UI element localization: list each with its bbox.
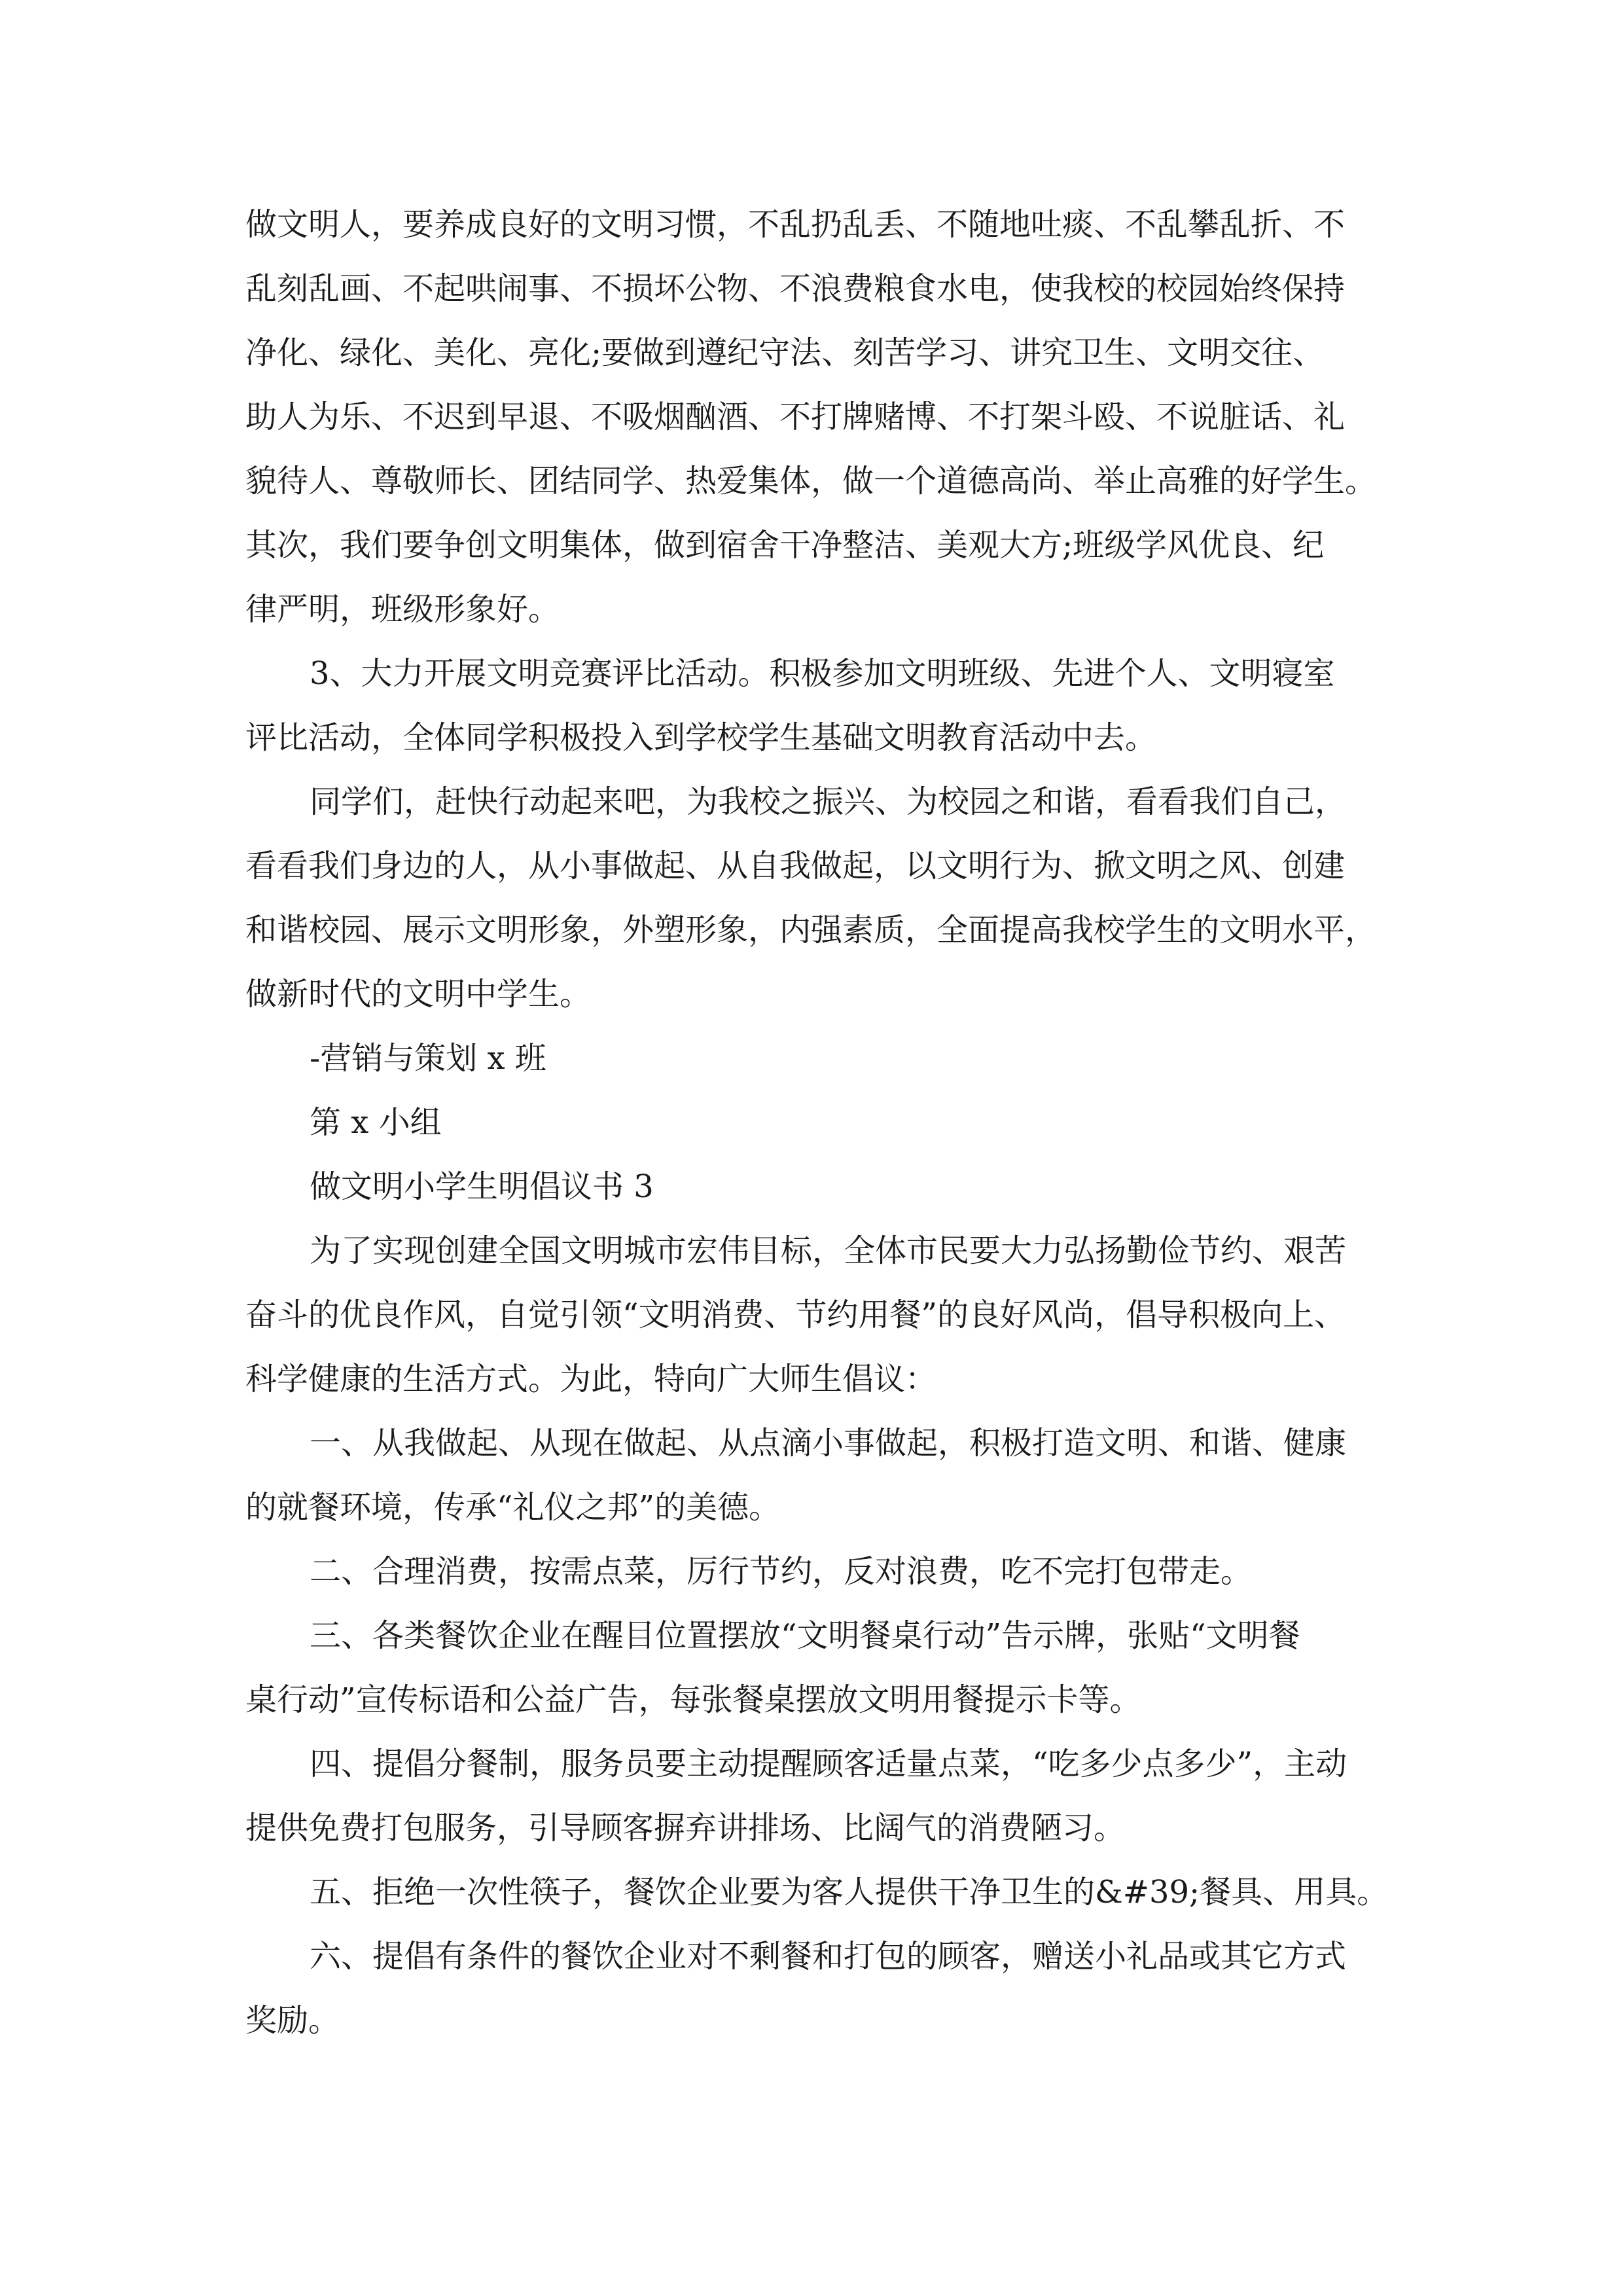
document-body xyxy=(245,192,1391,2053)
text-line: 看看我们身边的人，从小事做起、从自我做起，以文明行为、掀文明之风、创建 xyxy=(245,848,1346,884)
text-line: 的就餐环境，传承“礼仪之邦”的美德。 xyxy=(245,1489,781,1526)
text-line: 奋斗的优良作风，自觉引领“文明消费、节约用餐”的良好风尚，倡导积极向上、 xyxy=(245,1297,1346,1333)
paragraph-start-line: 3、大力开展文明竞赛评比活动。积极参加文明班级、先进个人、文明寝室 xyxy=(310,655,1335,692)
text-line: 做文明人，要养成良好的文明习惯，不乱扔乱丢、不随地吐痰、不乱攀乱折、不 xyxy=(245,206,1346,243)
signature-class-line: -营销与策划 x 班 xyxy=(310,1040,546,1077)
text-line: 净化、绿化、美化、亮化;要做到遵纪守法、刻苦学习、讲究卫生、文明交往、 xyxy=(245,334,1325,371)
text-line: 做新时代的文明中学生。 xyxy=(245,976,592,1013)
paragraph-start-line: 五、拒绝一次性筷子，餐饮企业要为客人提供干净卫生的&#39;餐具、用具。 xyxy=(310,1874,1389,1910)
paragraph-start-line: 同学们，赶快行动起来吧，为我校之振兴、为校园之和谐，看看我们自己， xyxy=(310,783,1347,820)
text-line: 貌待人、尊敬师长、团结同学、热爱集体，做一个道德高尚、举止高雅的好学生。 xyxy=(245,463,1377,499)
text-line: 桌行动”宣传标语和公益广告，每张餐桌摆放文明用餐提示卡等。 xyxy=(245,1681,1141,1718)
paragraph-start-line: 二、合理消费，按需点菜，厉行节约，反对浪费，吃不完打包带走。 xyxy=(310,1553,1253,1590)
text-line: 助人为乐、不迟到早退、不吸烟酗酒、不打牌赌博、不打架斗殴、不说脏话、礼 xyxy=(245,399,1346,435)
paragraph-start-line: 为了实现创建全国文明城市宏伟目标，全体市民要大力弘扬勤俭节约、艰苦 xyxy=(310,1232,1347,1269)
text-line: 律严明，班级形象好。 xyxy=(245,591,560,628)
text-line: 其次，我们要争创文明集体，做到宿舍干净整洁、美观大方;班级学风优良、纪 xyxy=(245,527,1325,564)
section-title: 做文明小学生明倡议书 3 xyxy=(310,1168,654,1205)
text-line: 奖励。 xyxy=(245,2002,340,2039)
text-line: 评比活动，全体同学积极投入到学校学生基础文明教育活动中去。 xyxy=(245,719,1157,756)
paragraph-start-line: 四、提倡分餐制，服务员要主动提醒顾客适量点菜，“吃多少点多少”，主动 xyxy=(310,1746,1347,1782)
text-line: 科学健康的生活方式。为此，特向广大师生倡议： xyxy=(245,1361,937,1397)
paragraph-start-line: 一、从我做起、从现在做起、从点滴小事做起，积极打造文明、和谐、健康 xyxy=(310,1425,1347,1462)
paragraph-start-line: 三、各类餐饮企业在醒目位置摆放“文明餐桌行动”告示牌，张贴“文明餐 xyxy=(310,1617,1300,1654)
text-line: 和谐校园、展示文明形象，外塑形象，内强素质，全面提高我校学生的文明水平， xyxy=(245,912,1377,948)
paragraph-start-line: 六、提倡有条件的餐饮企业对不剩餐和打包的顾客，赠送小礼品或其它方式 xyxy=(310,1938,1347,1975)
text-line: 提供免费打包服务，引导顾客摒弃讲排场、比阔气的消费陋习。 xyxy=(245,1810,1126,1846)
text-line: 乱刻乱画、不起哄闹事、不损坏公物、不浪费粮食水电，使我校的校园始终保持 xyxy=(245,270,1346,307)
signature-group-line: 第 x 小组 xyxy=(310,1104,442,1141)
